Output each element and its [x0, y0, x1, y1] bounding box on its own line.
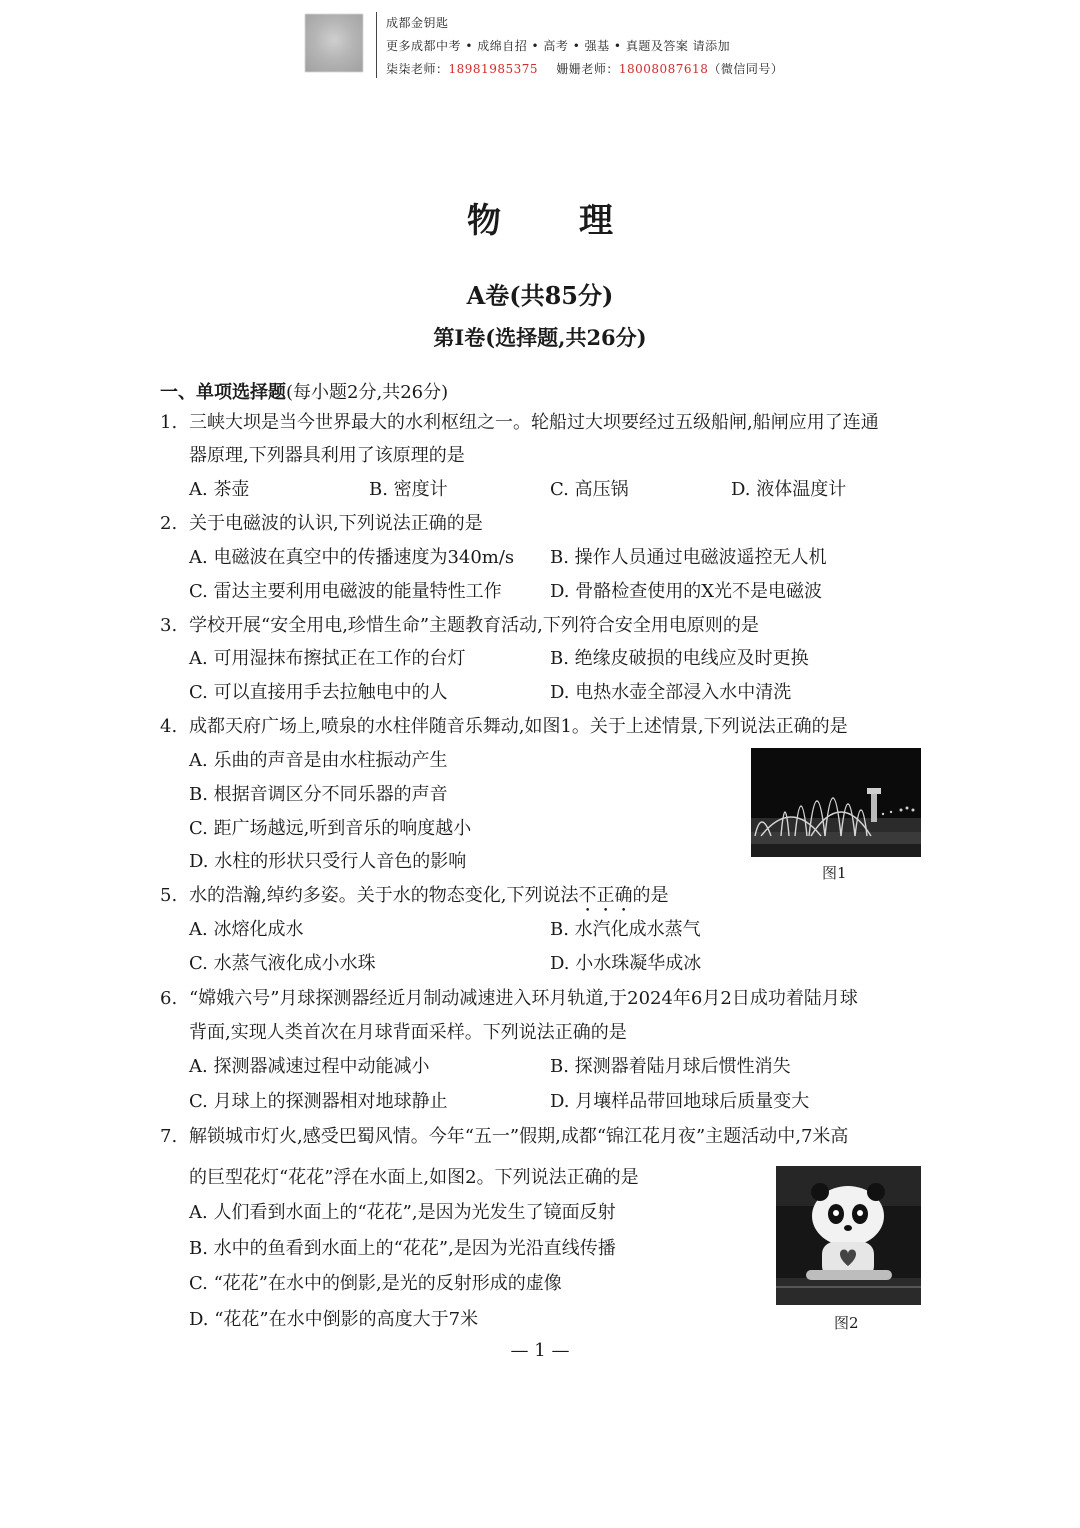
question-number: 5.	[160, 885, 178, 906]
question-stem-line	[189, 884, 668, 916]
question-number: 4.	[160, 716, 178, 737]
teacher2-note: （微信同号）	[708, 62, 784, 76]
option-d: D. 液体温度计	[731, 479, 847, 500]
question-stem-line: 学校开展“安全用电,珍惜生命”主题教育活动,下列符合安全用电原则的是	[189, 615, 759, 636]
stem-before: 水的浩瀚,绰约多姿。关于水的物态变化,下列说法	[189, 885, 579, 906]
option-b: B. 操作人员通过电磁波遥控无人机	[550, 547, 827, 568]
section-heading	[160, 378, 448, 404]
teacher1-phone: 18981985375	[448, 62, 538, 76]
banner-divider	[376, 12, 377, 78]
fountain-illustration	[751, 748, 921, 857]
option-a: A. 可用湿抹布擦拭正在工作的台灯	[189, 648, 466, 669]
banner-line-3	[386, 60, 783, 77]
qr-code-image	[305, 14, 363, 72]
option-c: C. 月球上的探测器相对地球静止	[189, 1091, 448, 1112]
question-number: 3.	[160, 615, 178, 636]
option-a: A. 探测器减速过程中动能减小	[189, 1056, 430, 1077]
option-a: A. 人们看到水面上的“花花”,是因为光发生了镜面反射	[189, 1202, 616, 1223]
option-d: D. 电热水壶全部浸入水中清洗	[550, 682, 792, 703]
option-a: A. 冰熔化成水	[189, 919, 304, 940]
panda-lantern-illustration	[776, 1166, 921, 1305]
option-a: A. 茶壶	[189, 479, 250, 500]
question-stem-line: 成都天府广场上,喷泉的水柱伴随音乐舞动,如图1。关于上述情景,下列说法正确的是	[189, 716, 848, 737]
question-stem-line: 器原理,下列器具利用了该原理的是	[189, 445, 465, 466]
section-heading-note: (每小题2分,共26分)	[286, 382, 449, 403]
question-stem-line: 三峡大坝是当今世界最大的水利枢纽之一。轮船过大坝要经过五级船闸,船闸应用了连通	[189, 412, 879, 433]
option-c: C. “花花”在水中的倒影,是光的反射形成的虚像	[189, 1273, 562, 1294]
option-b: B. 水汽化成水蒸气	[550, 919, 701, 940]
option-d: D. 小水珠凝华成冰	[550, 953, 702, 974]
teacher2-phone: 18008087618	[618, 62, 709, 76]
banner-line-2: 更多成都中考 • 成绵自招 • 高考 • 强基 • 真题及答案 请添加	[386, 39, 731, 53]
question-stem-line: “嫦娥六号”月球探测器经近月制动减速进入环月轨道,于2024年6月2日成功着陆月球	[189, 988, 858, 1009]
option-d: D. 水柱的形状只受行人音色的影响	[189, 851, 467, 872]
option-d: D. “花花”在水中倒影的高度大于7米	[189, 1309, 479, 1330]
option-b: B. 密度计	[369, 479, 448, 500]
page-number: — 1 —	[510, 1340, 570, 1361]
question-stem-line: 背面,实现人类首次在月球背面采样。下列说法正确的是	[189, 1022, 627, 1043]
option-b: B. 探测器着陆月球后惯性消失	[550, 1056, 791, 1077]
option-b: B. 水中的鱼看到水面上的“花花”,是因为光沿直线传播	[189, 1238, 616, 1259]
figure-2-panda-lantern-photo	[776, 1166, 921, 1305]
teacher2-label: 姗姗老师：	[556, 62, 619, 76]
teacher1-label: 柒柒老师：	[386, 62, 449, 76]
option-b: B. 绝缘皮破损的电线应及时更换	[550, 648, 809, 669]
volume-title: 第Ⅰ卷(选择题,共26分)	[433, 325, 647, 350]
paper-part-title: A卷(共85分)	[466, 281, 614, 310]
question-number: 6.	[160, 988, 178, 1009]
question-stem-line: 解锁城市灯火,感受巴蜀风情。今年“五一”假期,成都“锦江花月夜”主题活动中,7米高	[189, 1126, 849, 1147]
option-d: D. 月壤样品带回地球后质量变大	[550, 1091, 810, 1112]
option-b: B. 根据音调区分不同乐器的声音	[189, 784, 448, 805]
question-number: 2.	[160, 513, 178, 534]
figure-1-caption: 图1	[822, 864, 847, 882]
option-c: C. 雷达主要利用电磁波的能量特性工作	[189, 581, 502, 602]
option-a: A. 电磁波在真空中的传播速度为340m/s	[189, 547, 515, 568]
section-heading-label: 一、单项选择题	[160, 382, 286, 403]
option-c: C. 可以直接用手去拉触电中的人	[189, 682, 448, 703]
stem-emphasis: 不正确	[578, 885, 633, 906]
option-d: D. 骨骼检查使用的X光不是电磁波	[550, 581, 823, 602]
question-stem-line: 关于电磁波的认识,下列说法正确的是	[189, 513, 483, 534]
option-a: A. 乐曲的声音是由水柱振动产生	[189, 750, 448, 771]
question-number: 7.	[160, 1126, 178, 1147]
option-c: C. 距广场越远,听到音乐的响度越小	[189, 818, 472, 839]
banner-line-1: 成都金钥匙	[386, 16, 449, 30]
option-c: C. 水蒸气液化成小水珠	[189, 953, 376, 974]
question-stem-line: 的巨型花灯“花花”浮在水面上,如图2。下列说法正确的是	[189, 1167, 639, 1188]
stem-after: 的是	[632, 885, 669, 906]
option-c: C. 高压锅	[550, 479, 629, 500]
question-number: 1.	[160, 412, 178, 433]
figure-2-caption: 图2	[834, 1314, 859, 1332]
figure-1-fountain-photo	[751, 748, 921, 857]
page-title: 物理	[467, 201, 691, 241]
